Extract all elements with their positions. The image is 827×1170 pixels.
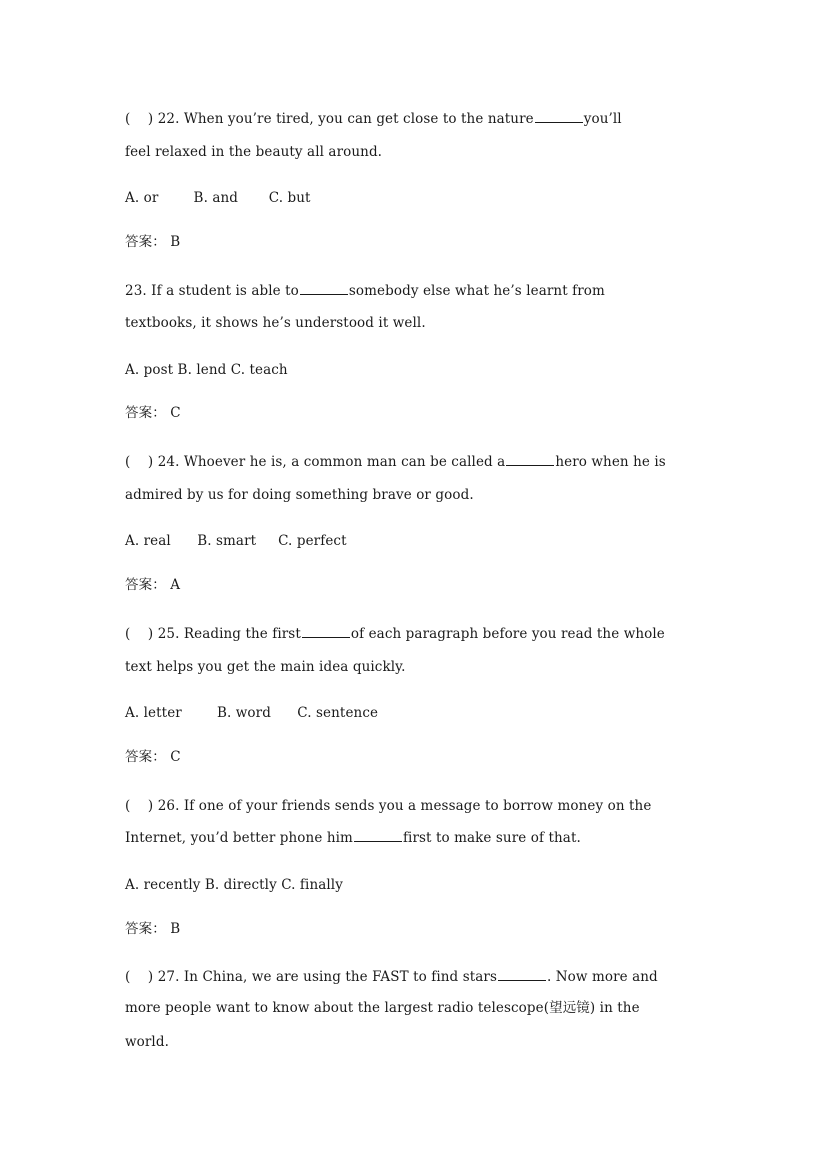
question-24-options: A. real B. smart C. perfect (125, 533, 347, 549)
question-22-text-cont: you’ll (583, 111, 622, 127)
question-26-text-cont: first to make sure of that. (402, 830, 581, 846)
question-22-stem-line-1 (125, 110, 622, 128)
question-24-stem-line-2: admired by us for doing something brave or good. (125, 487, 474, 503)
question-25-stem-line-1 (125, 625, 665, 643)
answer-blank (354, 829, 402, 842)
question-25-text: ( ) 25. Reading the first (125, 626, 301, 642)
question-22-options: A. or B. and C. but (125, 190, 311, 206)
question-24-answer: 答案： A (125, 577, 181, 593)
question-27-text: ( ) 27. In China, we are using the FAST to find stars (125, 969, 497, 985)
question-27-stem-line-1 (125, 968, 658, 986)
question-23-text-cont: somebody else what he’s learnt from (348, 283, 605, 299)
question-22-answer: 答案： B (125, 234, 181, 250)
question-24-text: ( ) 24. Whoever he is, a common man can be called a (125, 454, 506, 470)
question-26-stem-line-1: ( ) 26. If one of your friends sends you a message to borrow money on the (125, 798, 652, 814)
question-25-text-cont: of each paragraph before you read the whole (350, 626, 665, 642)
answer-blank (302, 625, 350, 638)
question-23-text: 23. If a student is able to (125, 283, 299, 299)
question-25-answer: 答案： C (125, 749, 181, 765)
question-25-options: A. letter B. word C. sentence (125, 705, 379, 721)
question-26-options: A. recently B. directly C. finally (125, 877, 343, 893)
question-23-stem-line-1 (125, 282, 605, 300)
question-24-text-cont: hero when he is (555, 454, 666, 470)
question-22-stem-line-2: feel relaxed in the beauty all around. (125, 144, 383, 160)
question-26-answer: 答案： B (125, 921, 181, 937)
answer-blank (498, 968, 546, 981)
question-23-options: A. post B. lend C. teach (125, 362, 288, 378)
answer-blank (506, 453, 554, 466)
answer-blank (300, 282, 348, 295)
question-27-stem-line-3: world. (125, 1034, 169, 1050)
question-26-text: Internet, you’d better phone him (125, 830, 353, 846)
question-22-text: ( ) 22. When you’re tired, you can get close to the nature (125, 111, 534, 127)
question-24-stem-line-1 (125, 453, 666, 471)
question-27-stem-line-2: more people want to know about the largest radio telescope(望远镜) in the (125, 1000, 640, 1016)
question-23-stem-line-2: textbooks, it shows he’s understood it well. (125, 315, 426, 331)
question-27-text-cont: . Now more and (546, 969, 658, 985)
question-23-answer: 答案： C (125, 405, 181, 421)
answer-blank (535, 110, 583, 123)
question-26-stem-line-2 (125, 829, 581, 847)
question-25-stem-line-2: text helps you get the main idea quickly. (125, 659, 406, 675)
